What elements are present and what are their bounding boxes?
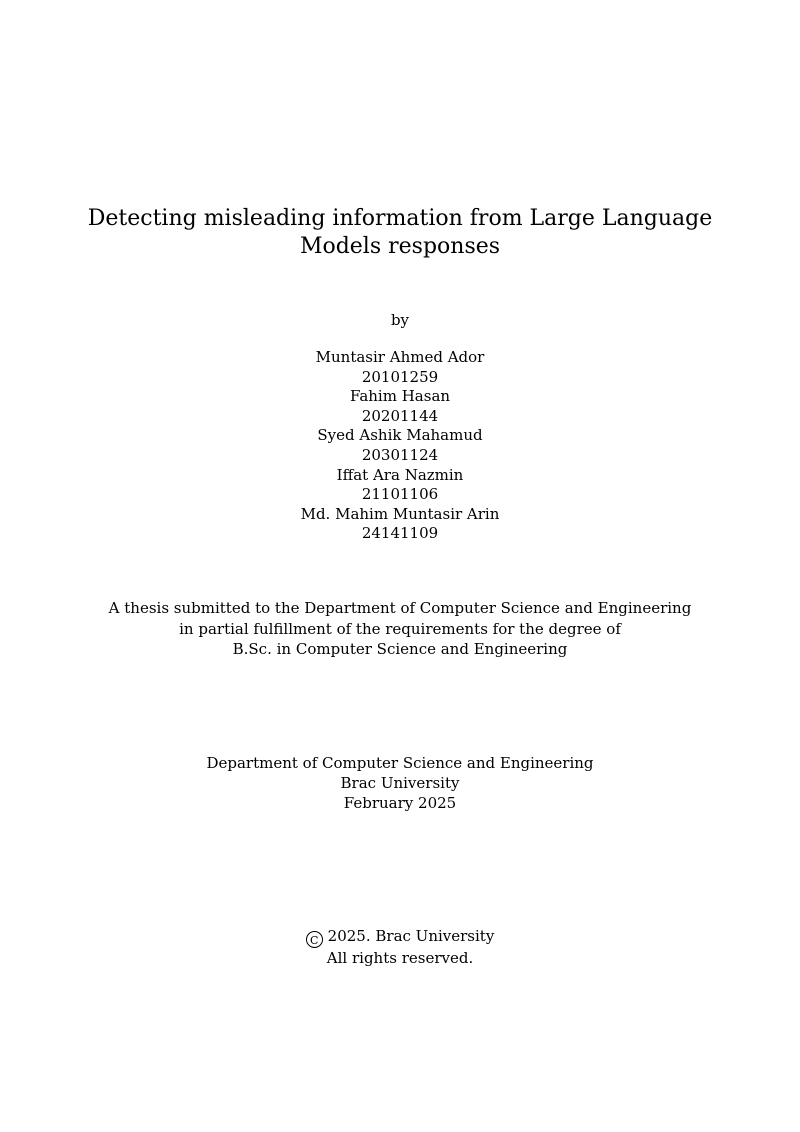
submission-date: February 2025 (343, 794, 457, 812)
submission-line-1: A thesis submitted to the Department of Computer Science and Engineering (108, 599, 692, 617)
department-name: Department of Computer Science and Engineering (206, 754, 594, 772)
author-name: Iffat Ara Nazmin (336, 465, 464, 484)
author-id: 20101259 (361, 367, 439, 386)
author-id: 20301124 (361, 445, 439, 464)
institution-block (0, 753, 800, 813)
copyright-line-1 (0, 926, 800, 948)
copyright-line-2: All rights reserved. (326, 949, 474, 967)
submission-statement (0, 598, 800, 660)
submission-line-2: in partial fulfillment of the requirements for the degree of (179, 619, 621, 638)
by-text: by (390, 311, 410, 329)
author-name: Fahim Hasan (349, 387, 451, 406)
thesis-title (0, 205, 800, 261)
author-id: 20201144 (361, 406, 439, 425)
author-name: Muntasir Ahmed Ador (315, 348, 485, 366)
submission-line-3: B.Sc. in Computer Science and Engineering (232, 640, 568, 658)
author-list (0, 348, 800, 544)
author-name: Syed Ashik Mahamud (317, 426, 483, 445)
copyright-icon: C (306, 931, 323, 948)
copyright-notice (0, 926, 800, 968)
university-name: Brac University (340, 774, 460, 792)
thesis-title-line-2: Models responses (299, 234, 501, 259)
thesis-title-line-1: Detecting misleading information from Large Language (87, 206, 713, 231)
author-id: 24141109 (361, 524, 439, 543)
by-label (0, 310, 800, 330)
author-name: Md. Mahim Muntasir Arin (300, 504, 500, 523)
copyright-text: 2025. Brac University (327, 927, 495, 945)
author-id: 21101106 (361, 485, 439, 504)
